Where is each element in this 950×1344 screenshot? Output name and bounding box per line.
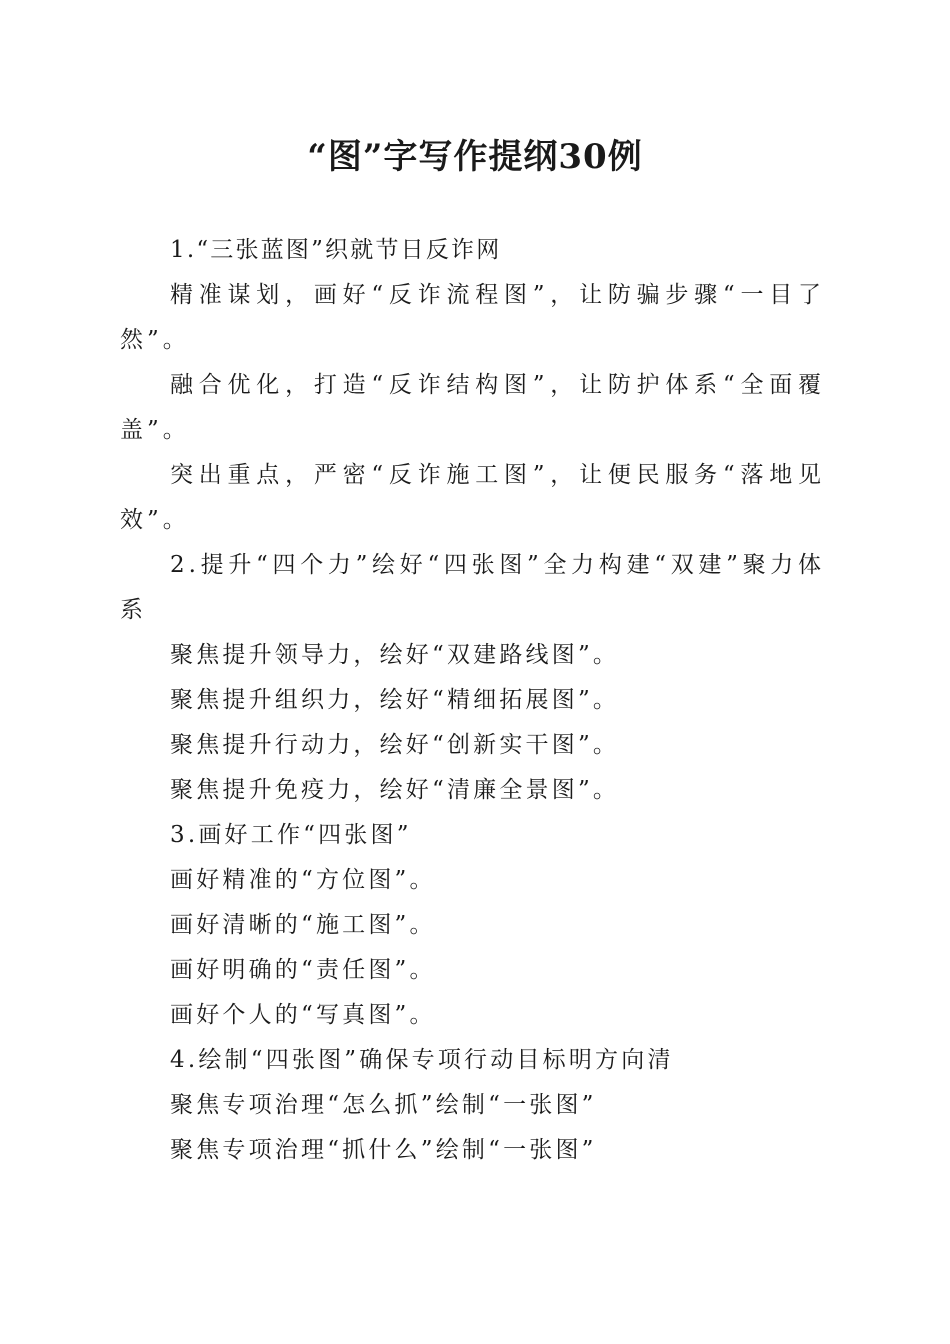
paragraph: 聚焦专项治理“抓什么”绘制“一张图” xyxy=(170,1137,597,1163)
paragraph: 聚焦提升组织力，绘好“精细拓展图”。 xyxy=(170,687,620,713)
paragraph: 画好精准的“方位图”。 xyxy=(170,867,436,893)
document-title: “图”字写作提纲30例 xyxy=(307,137,643,177)
paragraph: 画好清晰的“施工图”。 xyxy=(170,912,436,938)
document-body xyxy=(120,228,825,1173)
paragraph: 突出重点，严密“反诈施工图”，让便民服务“落地见效”。 xyxy=(120,462,825,533)
paragraph: 融合优化，打造“反诈结构图”，让防护体系“全面覆盖”。 xyxy=(120,372,825,443)
paragraph: 聚焦提升行动力，绘好“创新实干图”。 xyxy=(170,732,620,758)
paragraph: 聚焦专项治理“怎么抓”绘制“一张图” xyxy=(170,1092,597,1118)
paragraph: 聚焦提升免疫力，绘好“清廉全景图”。 xyxy=(170,777,620,803)
paragraph: 画好明确的“责任图”。 xyxy=(170,957,436,983)
section-heading-1: 1.“三张蓝图”织就节日反诈网 xyxy=(170,237,502,263)
section-heading-4: 4.绘制“四张图”确保专项行动目标明方向清 xyxy=(170,1047,674,1073)
paragraph: 精准谋划，画好“反诈流程图”，让防骗步骤“一目了然”。 xyxy=(120,282,825,353)
section-heading-3: 3.画好工作“四张图” xyxy=(170,822,412,848)
section-heading-2: 2.提升“四个力”绘好“四张图”全力构建“双建”聚力体系 xyxy=(120,552,825,623)
paragraph: 聚焦提升领导力，绘好“双建路线图”。 xyxy=(170,642,620,668)
paragraph: 画好个人的“写真图”。 xyxy=(170,1002,436,1028)
